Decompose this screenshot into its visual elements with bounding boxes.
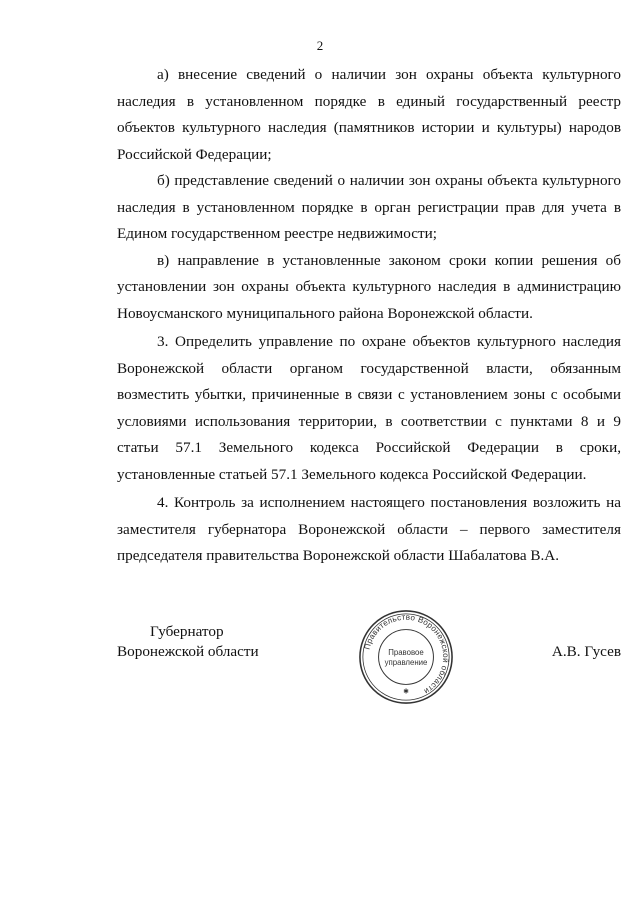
paragraph-a: а) внесение сведений о наличии зон охраны объекта культурного наследия в установленном порядке в единый государственный реестр объектов культурного наследия (памятников истории и культуры) народов Российской Федерации; (117, 66, 621, 163)
signatory-position (117, 622, 297, 662)
page-number: 2 (316, 38, 324, 53)
svg-text:✱: ✱ (403, 687, 409, 696)
stamp-seal-icon (357, 608, 455, 706)
paragraph-4: 4. Контроль за исполнением настоящего постановления возложить на заместителя губернатора Воронежской области – первого заместителя председателя правительства Воронежской области Шабалатова В.А. (117, 494, 621, 564)
signatory-position-line1: Губернатор (150, 623, 224, 640)
stamp-center-line1: Правовое (388, 648, 424, 658)
stamp-ring-text: Правительство Воронежской области (362, 612, 451, 697)
paragraph-3: 3. Определить управление по охране объектов культурного наследия Воронежской области органом государственной власти, обязанным возместить убытки, причиненные в связи с установлением зоны с особыми условиями использования территории, в соответствии с пунктами 8 и 9 статьи 57.1 Земельного кодекса Российской Федерации в сроки, установленные статьей 57.1 Земельного кодекса Российской Федерации. (117, 333, 621, 483)
signatory-name: А.В. Гусев (551, 643, 621, 660)
paragraph-b: б) представление сведений о наличии зон охраны объекта культурного наследия в установленном порядке в орган регистрации прав для учета в Едином государственном реестре недвижимости; (117, 172, 621, 242)
official-stamp (357, 608, 455, 706)
paragraph-v: в) направление в установленные законом сроки копии решения об установлении зон охраны объекта культурного наследия в администрацию Новоусманского муниципального района Воронежской области. (117, 251, 621, 322)
stamp-center-line2: управление (384, 657, 428, 667)
document-body (117, 62, 621, 570)
signatory-position-line2: Воронежской области (117, 643, 259, 660)
